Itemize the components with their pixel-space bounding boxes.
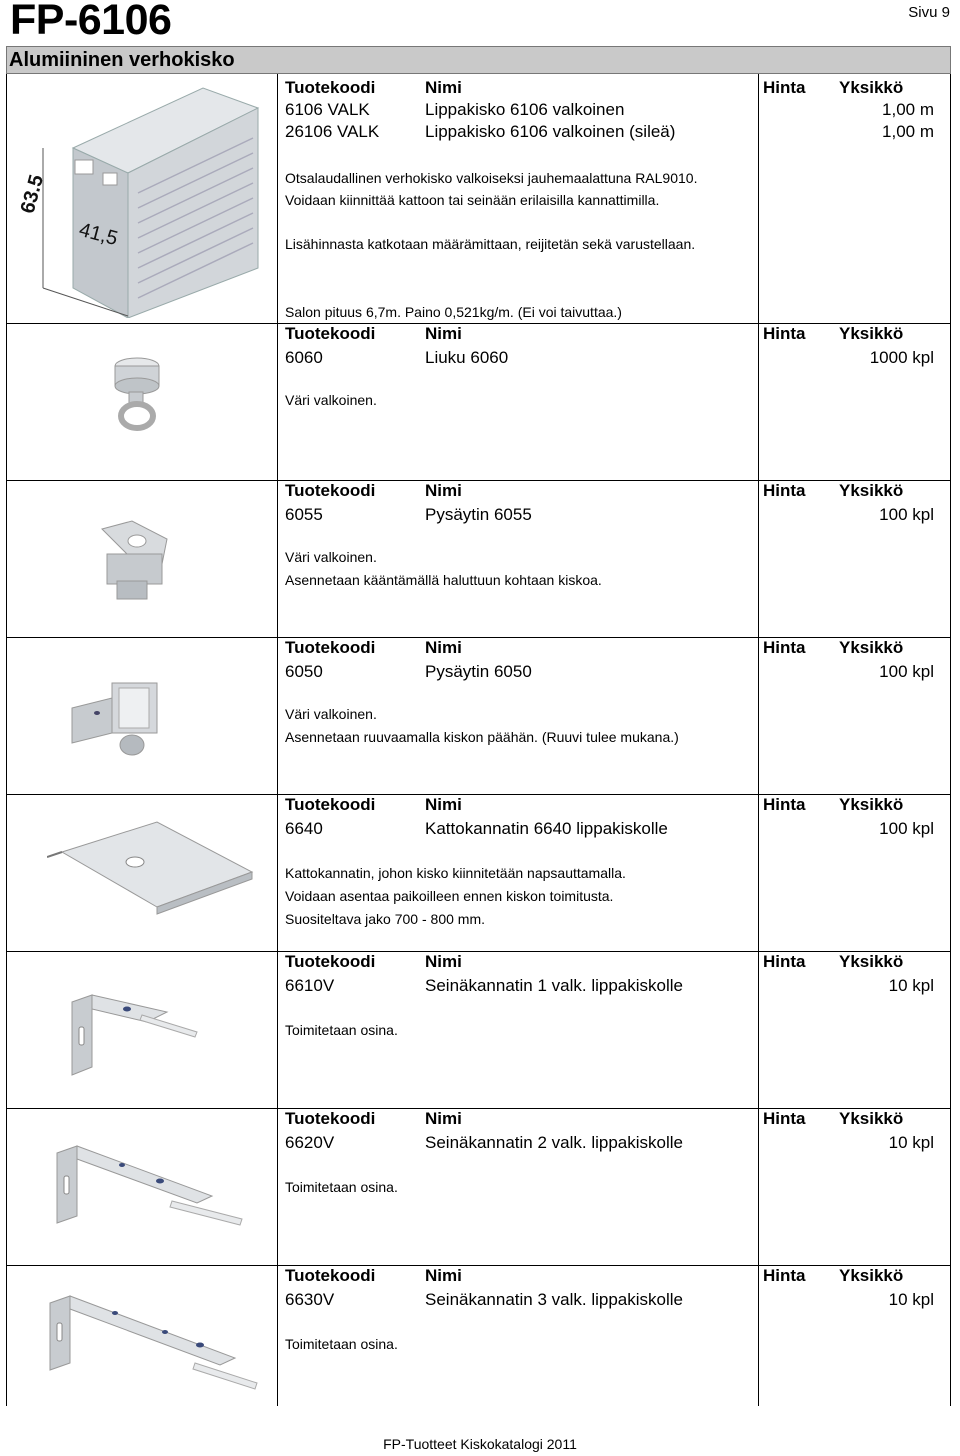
col-header-price: Hinta	[763, 1266, 806, 1285]
product-code: 6630V	[285, 1290, 335, 1309]
product-section-6050	[7, 638, 950, 795]
product-section-6055	[7, 481, 950, 638]
product-name: Seinäkannatin 1 valk. lippakiskolle	[425, 976, 683, 995]
product-name: Liuku 6060	[425, 348, 509, 367]
product-name: Kattokannatin 6640 lippakiskolle	[425, 819, 668, 838]
col-header-name: Nimi	[425, 481, 462, 500]
product-note: Väri valkoinen.	[285, 706, 377, 722]
product-section-6610V	[7, 952, 950, 1109]
wall-bracket-1-image	[67, 987, 207, 1087]
product-name: Pysäytin 6050	[425, 662, 532, 681]
product-note: Salon pituus 6,7m. Paino 0,521kg/m. (Ei voi taivuttaa.)	[285, 304, 622, 320]
col-header-code: Tuotekoodi	[285, 638, 376, 657]
col-header-name: Nimi	[425, 324, 462, 343]
product-code: 6620V	[285, 1133, 335, 1152]
product-code: 6060	[285, 348, 323, 367]
product-note: Asennetaan ruuvaamalla kiskon päähän. (Ruuvi tulee mukana.)	[285, 729, 679, 745]
product-code: 6055	[285, 505, 323, 524]
col-header-code: Tuotekoodi	[285, 795, 376, 814]
col-header-name: Nimi	[425, 78, 462, 97]
col-header-price: Hinta	[763, 481, 806, 500]
col-header-unit: Yksikkö	[839, 952, 904, 971]
wall-bracket-3-image	[45, 1288, 265, 1398]
product-note: Väri valkoinen.	[285, 392, 377, 408]
col-header-unit: Yksikkö	[839, 1266, 904, 1285]
product-code: 6640	[285, 819, 323, 838]
product-section-6106	[7, 74, 950, 324]
category-banner: Alumiininen verhokisko	[6, 46, 951, 74]
product-note: Kattokannatin, johon kisko kiinnitetään napsauttamalla.	[285, 865, 626, 881]
col-header-code: Tuotekoodi	[285, 1266, 376, 1285]
product-name: Seinäkannatin 3 valk. lippakiskolle	[425, 1290, 683, 1309]
col-header-price: Hinta	[763, 952, 806, 971]
product-code: 6106 VALK	[285, 100, 370, 119]
product-unit: 1,00 m	[882, 122, 934, 141]
product-name: Seinäkannatin 2 valk. lippakiskolle	[425, 1133, 683, 1152]
col-header-name: Nimi	[425, 1109, 462, 1128]
ceiling-bracket-image	[47, 817, 262, 917]
col-header-name: Nimi	[425, 638, 462, 657]
product-code: 26106 VALK	[285, 122, 380, 141]
product-note: Toimitetaan osina.	[285, 1179, 398, 1195]
rail-profile-image	[13, 78, 263, 318]
slider-image	[107, 354, 177, 439]
product-note: Suositeltava jako 700 - 800 mm.	[285, 911, 485, 927]
col-header-code: Tuotekoodi	[285, 324, 376, 343]
col-header-unit: Yksikkö	[839, 1109, 904, 1128]
col-header-code: Tuotekoodi	[285, 481, 376, 500]
col-header-price: Hinta	[763, 324, 806, 343]
product-note: Asennetaan kääntämällä haluttuun kohtaan kiskoa.	[285, 572, 602, 588]
product-unit: 100 kpl	[879, 662, 934, 681]
page-number: Sivu 9	[908, 4, 950, 21]
product-note: Toimitetaan osina.	[285, 1022, 398, 1038]
product-name: Lippakisko 6106 valkoinen	[425, 100, 625, 119]
product-name: Lippakisko 6106 valkoinen (sileä)	[425, 122, 676, 141]
product-note: Toimitetaan osina.	[285, 1336, 398, 1352]
product-code: 6610V	[285, 976, 335, 995]
product-unit: 1,00 m	[882, 100, 934, 119]
stopper-6050-image	[67, 673, 167, 763]
col-header-name: Nimi	[425, 952, 462, 971]
col-header-price: Hinta	[763, 78, 806, 97]
col-header-unit: Yksikkö	[839, 78, 904, 97]
col-header-unit: Yksikkö	[839, 638, 904, 657]
product-note: Voidaan asentaa paikoilleen ennen kiskon toimitusta.	[285, 888, 614, 904]
stopper-6055-image	[92, 509, 177, 604]
col-header-code: Tuotekoodi	[285, 1109, 376, 1128]
col-header-unit: Yksikkö	[839, 481, 904, 500]
page-footer: FP-Tuotteet Kiskokatalogi 2011	[383, 1436, 577, 1452]
product-unit: 10 kpl	[888, 1133, 934, 1152]
product-note: Otsalaudallinen verhokisko valkoiseksi jauhemaalattuna RAL9010.	[285, 170, 698, 186]
col-header-unit: Yksikkö	[839, 324, 904, 343]
product-unit: 10 kpl	[888, 1290, 934, 1309]
product-grid	[6, 74, 951, 1406]
width-dimension: 41,5	[76, 218, 121, 251]
product-unit: 1000 kpl	[869, 348, 934, 367]
product-unit: 100 kpl	[879, 819, 934, 838]
product-note: Voidaan kiinnittää kattoon tai seinään erilaisilla kannattimilla.	[285, 192, 660, 208]
product-code: 6050	[285, 662, 323, 681]
product-section-6640	[7, 795, 950, 952]
product-unit: 10 kpl	[888, 976, 934, 995]
col-header-price: Hinta	[763, 795, 806, 814]
product-section-6630V	[7, 1266, 950, 1406]
page-title: FP-6106	[10, 0, 172, 44]
col-header-price: Hinta	[763, 1109, 806, 1128]
col-header-unit: Yksikkö	[839, 795, 904, 814]
col-header-name: Nimi	[425, 1266, 462, 1285]
col-header-code: Tuotekoodi	[285, 78, 376, 97]
product-section-6060	[7, 324, 950, 481]
wall-bracket-2-image	[52, 1141, 252, 1236]
col-header-code: Tuotekoodi	[285, 952, 376, 971]
product-note: Väri valkoinen.	[285, 549, 377, 565]
col-header-name: Nimi	[425, 795, 462, 814]
product-name: Pysäytin 6055	[425, 505, 532, 524]
product-section-6620V	[7, 1109, 950, 1266]
height-dimension: 63.5	[16, 172, 49, 216]
product-unit: 100 kpl	[879, 505, 934, 524]
col-header-price: Hinta	[763, 638, 806, 657]
product-note: Lisähinnasta katkotaan määrämittaan, reijitetän sekä varustellaan.	[285, 236, 696, 252]
